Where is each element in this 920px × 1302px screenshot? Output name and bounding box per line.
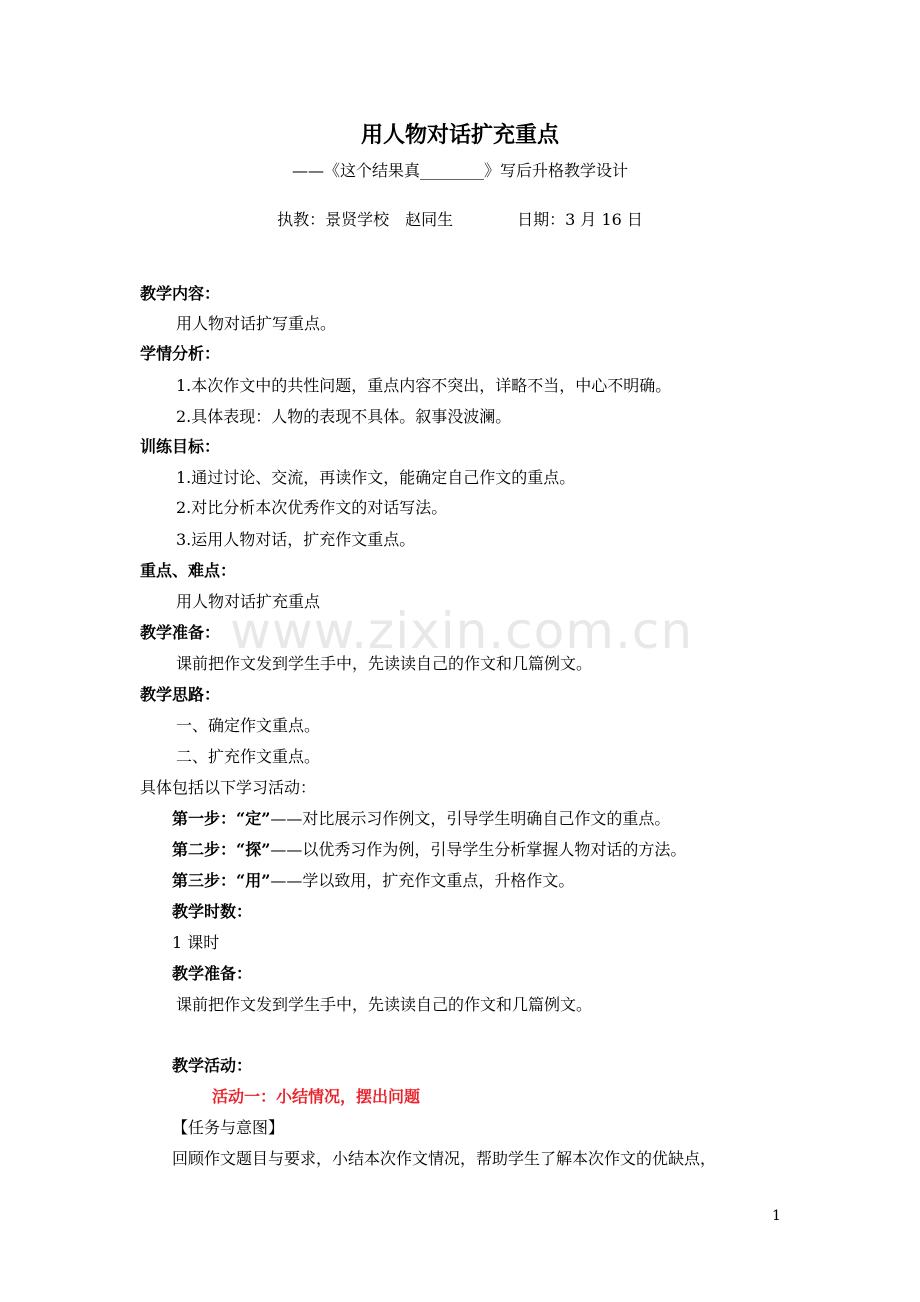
goal-item-3: 3.运用人物对话，扩充作文重点。	[176, 530, 416, 549]
step-2-label: 第二步：“探”	[172, 840, 271, 859]
step-3	[172, 870, 574, 892]
step-2	[172, 839, 686, 861]
content-heading: 教学内容：	[140, 284, 221, 303]
hours-text: 1 课时	[172, 933, 220, 952]
step-1-text: ——对比展示习作例文，引导学生明确自己作文的重点。	[270, 809, 671, 828]
goal-heading: 训练目标：	[140, 437, 221, 456]
teacher-date-line: 执教：景贤学校 赵同生 日期：3 月 16 日	[277, 210, 643, 229]
step-1	[172, 808, 670, 830]
document-subtitle: ——《这个结果真________》写后升格教学设计	[291, 161, 628, 180]
analysis-item-1: 1.本次作文中的共性问题，重点内容不突出，详略不当，中心不明确。	[176, 376, 672, 395]
watermark: www.zixin.com.cn	[230, 602, 694, 660]
prep-heading: 教学准备：	[140, 623, 221, 642]
key-text: 用人物对话扩充重点	[176, 592, 321, 611]
task-label: 【任务与意图】	[172, 1118, 285, 1137]
document-title: 用人物对话扩充重点	[360, 122, 559, 148]
activities-intro: 具体包括以下学习活动：	[140, 778, 317, 797]
step-1-label: 第一步：“定”	[172, 809, 271, 828]
step-3-label: 第三步：“用”	[172, 871, 271, 890]
key-heading: 重点、难点：	[140, 561, 237, 580]
prep2-text: 课前把作文发到学生手中，先读读自己的作文和几篇例文。	[176, 995, 593, 1014]
step-2-text: ——以优秀习作为例，引导学生分析掌握人物对话的方法。	[270, 840, 687, 859]
hours-heading: 教学时数：	[172, 902, 253, 921]
analysis-heading: 学情分析：	[140, 344, 221, 363]
prep-text: 课前把作文发到学生手中，先读读自己的作文和几篇例文。	[176, 654, 593, 673]
idea-heading: 教学思路：	[140, 685, 221, 704]
activity-1-title: 活动一：小结情况，摆出问题	[212, 1087, 421, 1106]
page-number: 1	[772, 1208, 781, 1224]
prep2-heading: 教学准备：	[172, 964, 253, 983]
task-text: 回顾作文题目与要求，小结本次作文情况，帮助学生了解本次作文的优缺点，	[172, 1149, 717, 1168]
goal-item-2: 2.对比分析本次优秀作文的对话写法。	[176, 498, 448, 517]
activity-heading: 教学活动：	[172, 1056, 253, 1075]
content-text: 用人物对话扩写重点。	[176, 314, 337, 333]
idea-item-1: 一、确定作文重点。	[176, 716, 321, 735]
analysis-item-2: 2.具体表现：人物的表现不具体。叙事没波澜。	[176, 407, 512, 426]
step-3-text: ——学以致用，扩充作文重点，升格作文。	[270, 871, 575, 890]
goal-item-1: 1.通过讨论、交流，再读作文，能确定自己作文的重点。	[176, 468, 576, 487]
idea-item-2: 二、扩充作文重点。	[176, 747, 321, 766]
